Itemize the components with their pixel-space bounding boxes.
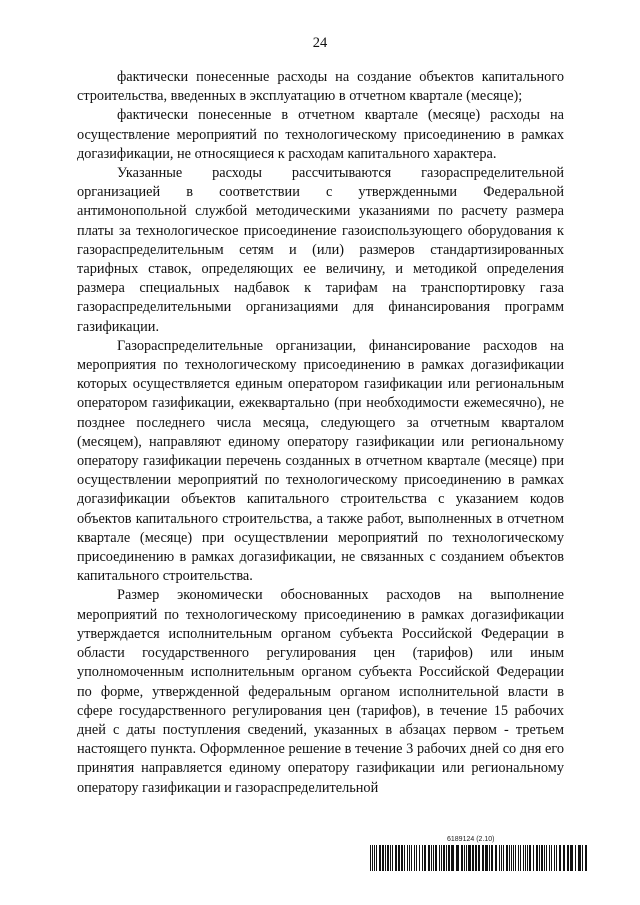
barcode-bar [509, 845, 510, 871]
barcode-bar [575, 845, 576, 871]
barcode-bar [416, 845, 417, 871]
barcode-bar [407, 845, 408, 871]
barcode-bar [506, 845, 508, 871]
barcode-bar [549, 845, 550, 871]
page-number: 24 [312, 35, 328, 51]
barcode-bar [372, 845, 373, 871]
barcode-bar [448, 845, 450, 871]
paragraph-4: Газораспределительные организации, финансирование расходов на мероприятия по технологическому присоединению в рамках догазификации которых осуществляется единым оператором газификации или региональным оператором газификации, ежеквартально (при необходимости ежемесячно), не позднее последнего числа месяца, следующего за отчетным кварталом (месяцем), направляют единому оператору газификации или региональному оператору газификации перечень созданных в отчетном квартале (месяце) при осуществлении мероприятий по технологическому присоединению в рамках догазификации объектов капитального строительства с указанием кодов объектов капитального строительства, а также работ, выполненных в отчетном квартале (месяце) при осуществлении мероприятий по технологическому присоединению в рамках догазификации, не связанных с созданием объектов капитального строительства. [77, 337, 564, 585]
barcode-bar [489, 845, 490, 871]
barcode-bar [527, 845, 528, 871]
barcode-bar [472, 845, 474, 871]
barcode-bar [435, 845, 437, 871]
barcode-bar [379, 845, 381, 871]
barcode-bar [556, 845, 557, 871]
barcode-bar [382, 845, 384, 871]
barcode-bar [451, 845, 454, 871]
barcode-bar [485, 845, 488, 871]
barcode-bar [495, 845, 497, 871]
barcode-bar [464, 845, 465, 871]
barcode-bar [419, 845, 420, 871]
document-footer [370, 836, 590, 876]
barcode-bar [554, 845, 555, 871]
barcode-bar [370, 845, 371, 871]
barcode-bar [544, 845, 545, 871]
barcode-image [370, 845, 590, 871]
barcode-bar [511, 845, 512, 871]
barcode-bar [559, 845, 561, 871]
paragraph-2: фактически понесенные в отчетном квартале (месяце) расходы на осуществление мероприятий по технологическому присоединению в рамках догазификации, не относящиеся к расходам капитального характера. [77, 107, 564, 162]
barcode-bar [501, 845, 502, 871]
barcode-bar [491, 845, 493, 871]
barcode-bar [503, 845, 504, 871]
barcode-bar [395, 845, 397, 871]
paragraph-3: Указанные расходы рассчитываются газораспределительной организацией в соответствии с утвержденными Федеральной антимонопольной службой методическими указаниями по расчету размера платы за технологическое присоединение газоиспользующего оборудования к газораспределительным сетям и (или) размеров стандартизированных тарифных ставок, определяющих ее величину, и методикой определения размера специальных надбавок к тарифам на транспортировку газа газораспределительными организациями для финансирования программ газификации. [77, 165, 564, 335]
barcode-bar [411, 845, 412, 871]
barcode-bar [513, 845, 514, 871]
barcode-bar [478, 845, 480, 871]
barcode-bar [482, 845, 484, 871]
barcode-bar [443, 845, 445, 871]
barcode-bar [567, 845, 569, 871]
barcode-bar [525, 845, 526, 871]
barcode-bar [539, 845, 540, 871]
barcode-bar [529, 845, 531, 871]
barcode-bar [385, 845, 386, 871]
paragraph-1: фактически понесенные расходы на создание объектов капитального строительства, введенных в эксплуатацию в отчетном квартале (месяце); [77, 69, 564, 105]
barcode-bar [446, 845, 447, 871]
barcode-bar [401, 845, 403, 871]
document-body [77, 68, 564, 798]
barcode-bar [404, 845, 405, 871]
barcode-bar [441, 845, 442, 871]
barcode-bar [431, 845, 432, 871]
barcode-bar [523, 845, 524, 871]
barcode-bar [387, 845, 389, 871]
barcode-bar [585, 845, 587, 871]
barcode-bar [582, 845, 583, 871]
barcode-bar [422, 845, 423, 871]
barcode-bar [536, 845, 538, 871]
barcode-bar [533, 845, 534, 871]
barcode-bar [578, 845, 581, 871]
barcode-bar [390, 845, 391, 871]
barcode-bar [461, 845, 463, 871]
barcode-bar [424, 845, 426, 871]
barcode-bar [563, 845, 565, 871]
barcode-bar [409, 845, 410, 871]
barcode-bar [541, 845, 543, 871]
barcode-bar [499, 845, 500, 871]
barcode-bar [518, 845, 519, 871]
barcode-bar [414, 845, 415, 871]
barcode-bar [515, 845, 516, 871]
barcode-bar [392, 845, 393, 871]
barcode-bar [398, 845, 400, 871]
barcode-bar [456, 845, 459, 871]
barcode-bar [520, 845, 521, 871]
barcode-bar [546, 845, 547, 871]
barcode-bar [374, 845, 375, 871]
barcode-bar [428, 845, 430, 871]
barcode-bar [439, 845, 440, 871]
barcode-bar [570, 845, 573, 871]
barcode-bar [468, 845, 471, 871]
barcode-bar [466, 845, 467, 871]
document-code: 6189124 (2.10) [447, 836, 495, 843]
barcode-bar [376, 845, 377, 871]
barcode-bar [433, 845, 434, 871]
barcode-bar [551, 845, 552, 871]
paragraph-5: Размер экономически обоснованных расходов на выполнение мероприятий по технологическому присоединению в рамках догазификации утверждается исполнительным органом субъекта Российской Федерации в области государственного регулирования цен (тарифов) или иным уполномоченным исполнительным органом субъекта Российской Федерации по форме, утвержденной федеральным органом исполнительной власти в сфере государственного регулирования цен (тарифов), в течение 15 рабочих дней с даты поступления сведений, указанных в абзацах первом - третьем настоящего пункта. Оформленное решение в течение 3 рабочих дней со дня его принятия направляется единому оператору газификации или региональному оператору газификации и газораспределительной [77, 587, 564, 796]
barcode-bar [475, 845, 477, 871]
